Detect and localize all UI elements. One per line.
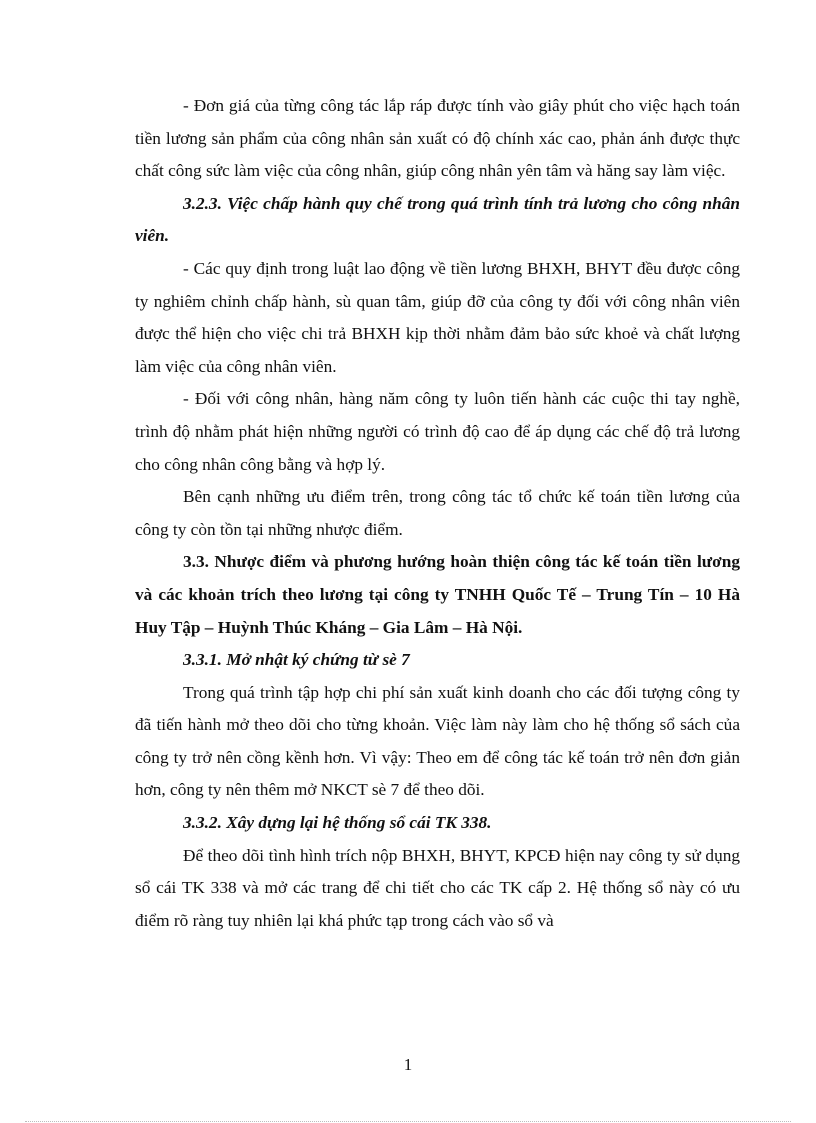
paragraph-journal: Trong quá trình tập hợp chi phí sản xuất kinh doanh cho các đối tượng công ty đã tiến hành mở theo dõi cho từng khoản. Việc làm này làm cho hệ thống sổ sách của công ty trở nên cồng kềnh hơn. Vì vậy: Theo em để công tác kế toán trở nên đơn giản hơn, công ty nên thêm mở NKCT sè 7 để theo dõi. [135,682,740,800]
page-bottom-divider [25,1121,791,1122]
paragraph-transition: Bên cạnh những ưu điểm trên, trong công tác tổ chức kế toán tiền lương của công ty còn tồn tại những nhược điểm. [135,487,740,539]
page-number: 1 [403,1055,413,1074]
document-body [135,90,740,937]
paragraph-unit-price: - Đơn giá của từng công tác lắp ráp được tính vào giây phút cho việc hạch toán tiền lương sản phẩm của công nhân sản xuất có độ chính xác cao, phản ánh được thực chất công sức làm việc của công nhân, giúp công nhân yên tâm và hăng say làm việc. [135,96,740,181]
heading-3-3-1: 3.3.1. Mở nhật ký chứng từ sè 7 [183,650,410,670]
paragraph-ledger: Để theo dõi tình hình trích nộp BHXH, BHYT, KPCĐ hiện nay công ty sử dụng sổ cái TK 338 và mở các trang để chi tiết cho các TK cấp 2. Hệ thống sổ này có ưu điểm rõ ràng tuy nhiên lại khá phức tạp trong cách vào sổ và [135,845,740,930]
paragraph-labor-law: - Các quy định trong luật lao động về tiền lương BHXH, BHYT đều được công ty nghiêm chỉnh chấp hành, sù quan tâm, giúp đỡ của công ty đối với công nhân viên được thể hiện cho việc chi trả BHXH kịp thời nhằm đảm bảo sức khoẻ và chất lượng làm việc của công nhân viên. [135,258,740,376]
heading-3-3-2: 3.3.2. Xây dựng lại hệ thống sổ cái TK 338. [183,813,492,833]
heading-3-3: 3.3. Nhược điểm và phương hướng hoàn thiện công tác kế toán tiền lương và các khoản trích theo lương tại công ty TNHH Quốc Tế – Trung Tín – 10 Hà Huy Tập – Huỳnh Thúc Kháng – Gia Lâm – Hà Nội. [135,552,740,637]
paragraph-skill-contest: - Đối với công nhân, hàng năm công ty luôn tiến hành các cuộc thi tay nghề, trình độ nhằm phát hiện những người có trình độ cao để áp dụng các chế độ trả lương cho công nhân công bằng và hợp lý. [135,389,740,474]
heading-3-2-3: 3.2.3. Việc chấp hành quy chế trong quá trình tính trả lương cho công nhân viên. [135,193,740,246]
